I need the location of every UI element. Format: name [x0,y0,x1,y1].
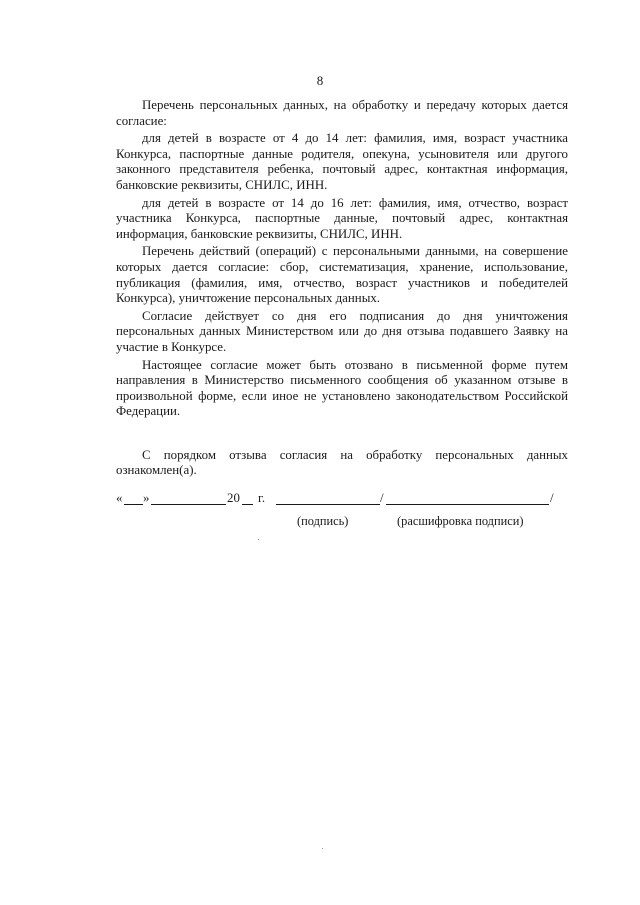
date-day-field[interactable] [124,491,143,505]
paragraph-actions-list: Перечень действий (операций) с персональными данными, на совершение которых дается согласие: сбор, систематизация, хранение, использование, публикация (фамилия, имя, отчество, возраст участников и победителей Конкурса), уничтожение персональных данных. [116,244,568,306]
paragraph-consent-revocation: Настоящее согласие может быть отозвано в письменной форме путем направления в Министерство письменного сообщения об указанном отзыве в произвольной форме, если иное не установлено законодательством Российской Федерации. [116,357,568,419]
date-year-suffix: г. [258,491,266,505]
signature-decoding-field[interactable] [386,491,549,505]
signature-separator-slash: / [380,491,384,505]
date-month-field[interactable] [151,491,226,505]
document-body [116,98,568,479]
date-close-quote: » [143,491,150,505]
date-year-prefix: 20 [227,491,240,505]
scan-speck [322,848,323,849]
signature-end-slash: / [550,491,554,505]
paragraph-data-list-intro: Перечень персональных данных, на обработку и передачу которых дается согласие: [116,98,568,128]
caption-signature: (подпись) [297,514,349,528]
caption-signature-decoding: (расшифровка подписи) [397,514,524,528]
date-open-quote: « [116,491,123,505]
scan-speck [258,539,259,540]
paragraph-children-14-16: для детей в возрасте от 14 до 16 лет: фамилия, имя, отчество, возраст участника Конкурса, паспортные данные, почтовый адрес, контактная информация, банковские реквизиты, СНИЛС, ИНН. [116,195,568,241]
date-year-field[interactable] [242,491,253,505]
paragraph-consent-validity: Согласие действует со дня его подписания до дня уничтожения персональных данных Министерством или до дня отзыва подавшего Заявку на участие в Конкурсе. [116,308,568,354]
paragraph-children-4-14: для детей в возрасте от 4 до 14 лет: фамилия, имя, возраст участника Конкурса, паспортные данные родителя, опекуна, усыновителя или другого законного представителя ребенка, почтовый адрес, контактная информация, банковские реквизиты, СНИЛС, ИНН. [116,131,568,192]
page-number: 8 [316,73,324,88]
signature-line [116,491,572,511]
signature-field[interactable] [276,491,380,505]
paragraph-acknowledgement: С порядком отзыва согласия на обработку персональных данных ознакомлен(а). [116,447,568,478]
